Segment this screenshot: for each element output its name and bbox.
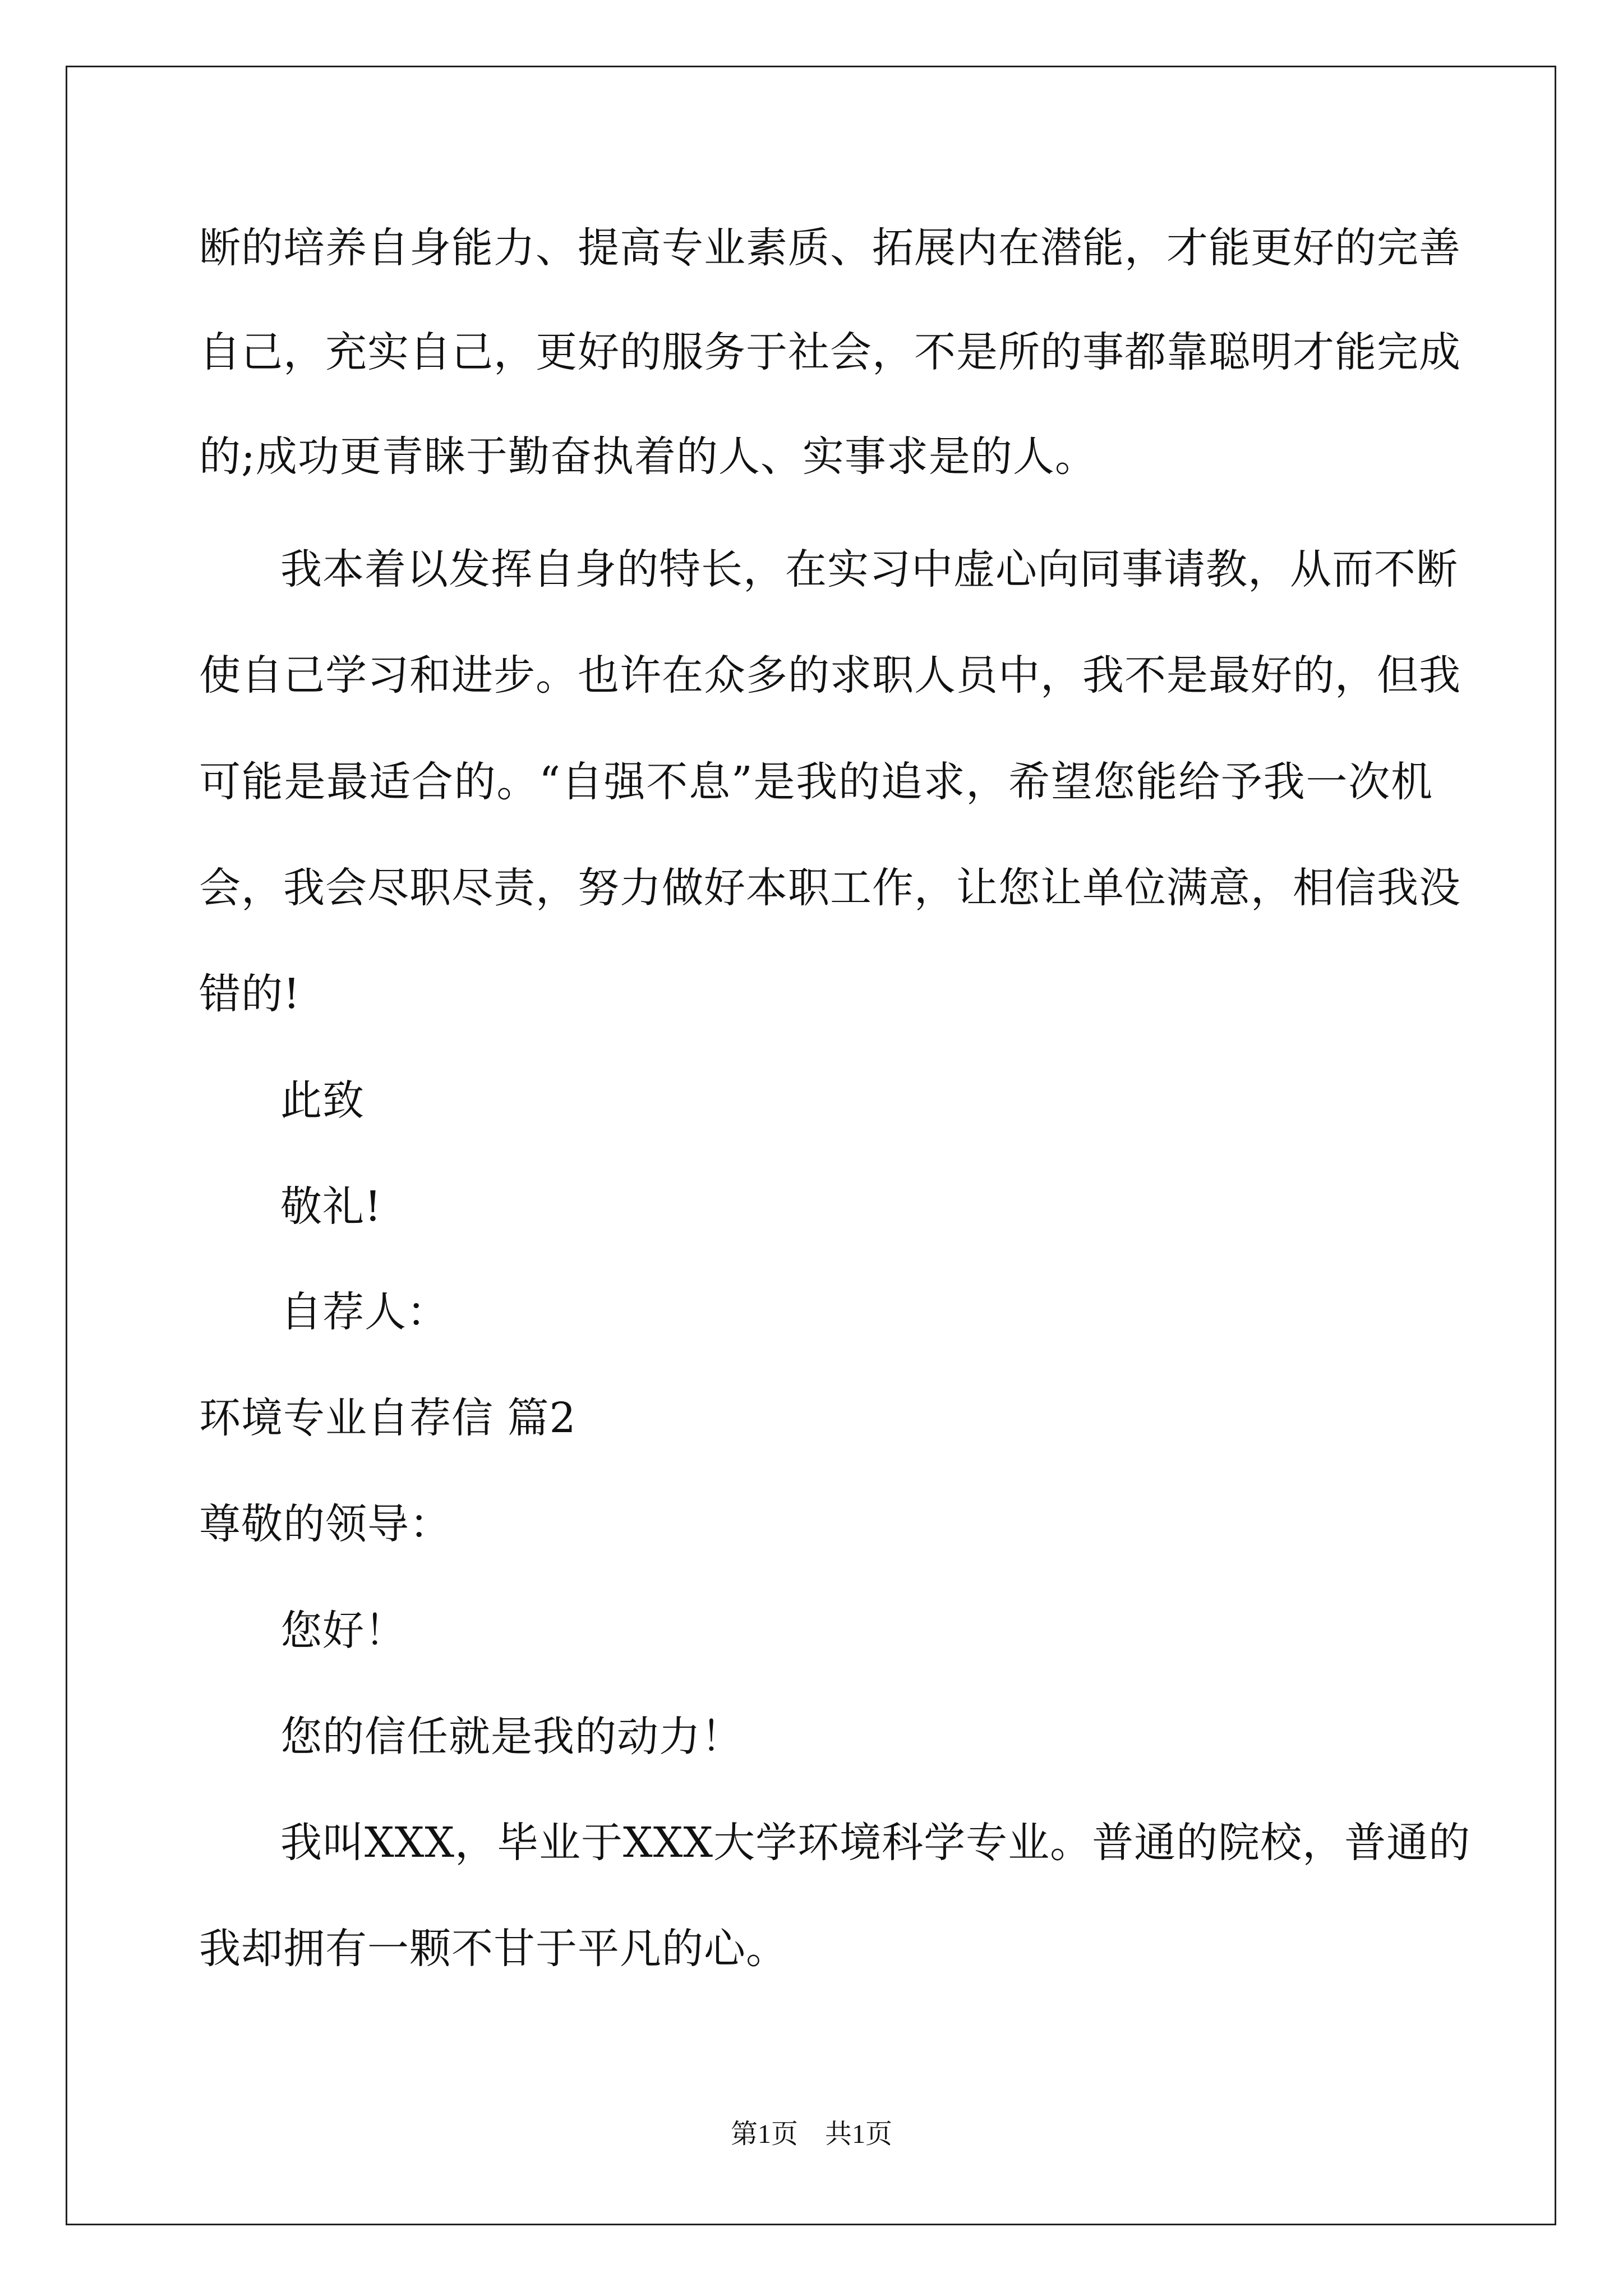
body-text-line: 可能是最适合的。“自强不息”是我的追求，希望您能给予我一次机 [199, 758, 1433, 806]
body-text-line: 错的! [199, 970, 301, 1018]
closing-salutation: 此致 [280, 1076, 365, 1125]
paragraph-start-line: 您的信任就是我的动力！ [280, 1713, 743, 1761]
body-text-line: 的;成功更青睐于勤奋执着的人、实事求是的人。 [199, 432, 1097, 481]
section-title: 环境专业自荐信 篇2 [199, 1394, 577, 1442]
body-text-line: 使自己学习和进步。也许在众多的求职人员中，我不是最好的，但我 [199, 651, 1461, 700]
page-border [66, 66, 1556, 2225]
signature-label: 自荐人： [280, 1288, 449, 1336]
closing-regards: 敬礼! [280, 1182, 382, 1231]
body-text-line: 我却拥有一颗不甘于平凡的心。 [199, 1925, 788, 1973]
greeting-line: 您好！ [280, 1607, 407, 1655]
greeting-recipient: 尊敬的领导： [199, 1500, 451, 1548]
paragraph-start-line: 我本着以发挥自身的特长，在实习中虚心向同事请教，从而不断 [280, 545, 1458, 593]
page-number-footer: 第1页 共1页 [730, 2119, 892, 2149]
paragraph-start-line: 我叫XXX，毕业于XXX大学环境科学专业。普通的院校，普通的 [280, 1819, 1471, 1867]
body-text-line: 会，我会尽职尽责，努力做好本职工作，让您让单位满意，相信我没 [199, 864, 1461, 912]
body-text-line: 断的培养自身能力、提高专业素质、拓展内在潜能，才能更好的完善 [199, 224, 1461, 272]
body-text-line: 自己，充实自己，更好的服务于社会，不是所的事都靠聪明才能完成 [199, 328, 1461, 376]
